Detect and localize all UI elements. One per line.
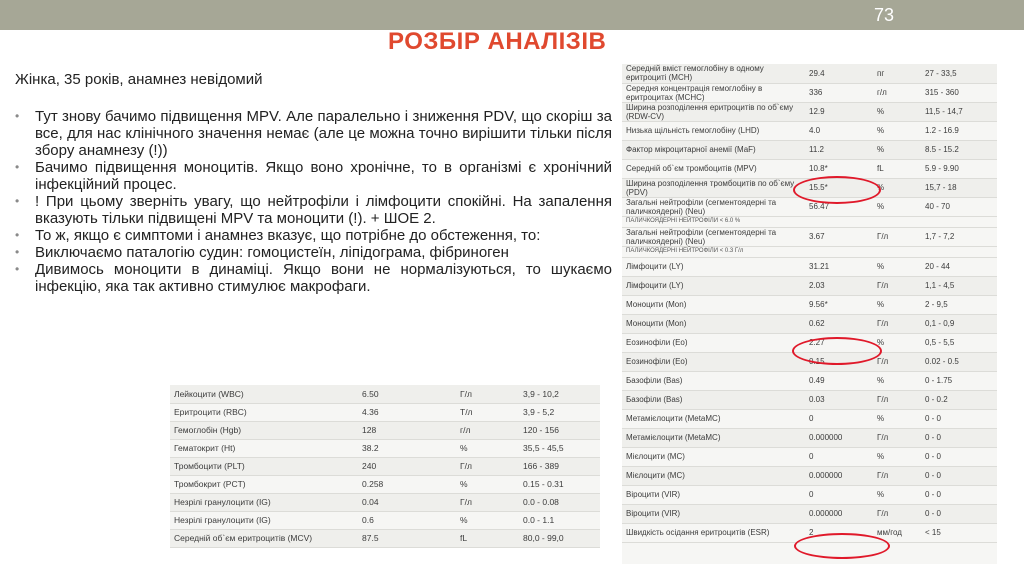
table-cell-val: 10.8* — [805, 159, 873, 178]
table-cell-val: 4.0 — [805, 121, 873, 140]
table-cell-val: 87.5 — [358, 529, 456, 547]
table-row — [170, 511, 600, 529]
lab-results-table-left — [170, 385, 600, 548]
table-cell-range: 3,9 - 5,2 — [519, 403, 600, 421]
table-cell-val: 15.5* — [805, 178, 873, 197]
table-cell-range: 0.15 - 0.31 — [519, 475, 600, 493]
table-cell-unit: % — [873, 295, 921, 314]
table-cell-name: Фактор мікроцитарної анемії (MaF) — [622, 140, 805, 159]
table-cell-unit: Г/л — [873, 390, 921, 409]
table-cell-range: < 15 — [921, 523, 997, 542]
table-cell-val: 0 — [805, 447, 873, 466]
table-cell-name: Лімфоцити (LY) — [622, 257, 805, 276]
table-cell-name: Метамієлоцити (MetaMC) — [622, 409, 805, 428]
table-cell-range: 0.0 - 0.08 — [519, 493, 600, 511]
table-cell-range: 27 - 33,5 — [921, 64, 997, 83]
table-cell-val: 0.03 — [805, 390, 873, 409]
table-row — [622, 276, 997, 295]
table-cell-val: 6.50 — [358, 385, 456, 403]
table-cell-range: 0 - 0 — [921, 466, 997, 485]
table-cell-unit: % — [873, 371, 921, 390]
table-cell-name: Моноцити (Mon) — [622, 314, 805, 333]
bullet-item: • Дивимось моноцити в динаміці. Якщо вони не нормалізуються, то шукаємо інфекцію, яка так активно стимулює макрофаги. — [15, 261, 612, 295]
table-cell-range: 0.0 - 1.1 — [519, 511, 600, 529]
table-row — [170, 493, 600, 511]
table-cell-unit: % — [873, 257, 921, 276]
table-cell-name: Ширина розподілення еритроцитів по об`єму (RDW-CV) — [622, 102, 805, 121]
table-cell-unit: % — [873, 447, 921, 466]
table-row — [622, 159, 997, 178]
table-cell-unit: Г/л — [873, 352, 921, 371]
table-cell-val: 11.2 — [805, 140, 873, 159]
table-row — [622, 314, 997, 333]
table-cell-range: 8.5 - 15.2 — [921, 140, 997, 159]
bullet-item: • ! При цьому зверніть увагу, що нейтрофіли і лімфоцити спокійні. На запалення вказують тільки підвищені MPV та моноцити (!). + ШОЕ 2. — [15, 193, 612, 227]
table-cell-range: 0 - 1.75 — [921, 371, 997, 390]
table-cell-name: Метамієлоцити (MetaMC) — [622, 428, 805, 447]
table-cell-val: 0.49 — [805, 371, 873, 390]
table-row — [622, 428, 997, 447]
table-cell-name: Середня концентрація гемоглобіну в еритроцитах (MCHC) — [622, 83, 805, 102]
table-cell-unit: % — [873, 197, 921, 216]
table-cell-unit: % — [873, 333, 921, 352]
table-cell-range: 5.9 - 9.90 — [921, 159, 997, 178]
table-cell-range: 15,7 - 18 — [921, 178, 997, 197]
table-row — [622, 227, 997, 246]
table-row — [170, 385, 600, 403]
table-cell-unit: Г/л — [456, 493, 519, 511]
table-cell-unit: fL — [456, 529, 519, 547]
table-cell-unit: Г/л — [873, 428, 921, 447]
table-cell-unit: % — [873, 121, 921, 140]
table-cell-val: 4.36 — [358, 403, 456, 421]
table-cell-val: 9.56* — [805, 295, 873, 314]
table-cell-range: 0 - 0 — [921, 428, 997, 447]
table-cell-range: 0,1 - 0,9 — [921, 314, 997, 333]
table-cell-name: Мієлоцити (MC) — [622, 447, 805, 466]
table-cell-unit: Г/л — [873, 276, 921, 295]
table-cell-name: Віроцити (VIR) — [622, 485, 805, 504]
table-cell-val: 0.15 — [805, 352, 873, 371]
table-cell-name: Швидкість осідання еритроцитів (ESR) — [622, 523, 805, 542]
table-cell-range: 3,9 - 10,2 — [519, 385, 600, 403]
table-cell-name: ПАЛИЧКОЯДЕРНІ НЕЙТРОФІЛИ < 6.0 % — [622, 216, 997, 227]
table-cell-range: 315 - 360 — [921, 83, 997, 102]
table-cell-name: Середній вміст гемоглобіну в одному еритроциті (MCH) — [622, 64, 805, 83]
table-cell-name: Незрілі гранулоцити (IG) — [170, 511, 358, 529]
table-cell-name: Незрілі гранулоцити (IG) — [170, 493, 358, 511]
table-cell-range: 166 - 389 — [519, 457, 600, 475]
table-cell-unit: % — [456, 439, 519, 457]
table-cell-val: 0 — [805, 409, 873, 428]
table-cell-name: Еозинофіли (Eo) — [622, 333, 805, 352]
table-cell-unit: пг — [873, 64, 921, 83]
table-cell-unit: % — [873, 102, 921, 121]
table-cell-val: 2.03 — [805, 276, 873, 295]
slide-number: 73 — [873, 5, 894, 25]
table-cell-name: Гематокрит (Ht) — [170, 439, 358, 457]
table-note-row — [622, 216, 997, 227]
table-row — [622, 371, 997, 390]
table-cell-name: Лімфоцити (LY) — [622, 276, 805, 295]
table-cell-range: 35,5 - 45,5 — [519, 439, 600, 457]
table-row — [622, 257, 997, 276]
table-cell-name: Базофіли (Bas) — [622, 390, 805, 409]
table-cell-val: 2 — [805, 523, 873, 542]
table-cell-range: 0 - 0 — [921, 409, 997, 428]
table-cell-range: 120 - 156 — [519, 421, 600, 439]
table-row — [622, 504, 997, 523]
bullet-item: • Бачимо підвищення моноцитів. Якщо воно хронічне, то в організмі є хронічний інфекційний процес. — [15, 159, 612, 193]
table-cell-val: 2.27 — [805, 333, 873, 352]
table-cell-unit: Г/л — [873, 504, 921, 523]
table-cell-unit: % — [456, 511, 519, 529]
table-row — [170, 439, 600, 457]
table-cell-unit: Г/л — [456, 385, 519, 403]
table-cell-unit: % — [873, 485, 921, 504]
table-cell-val: 0.258 — [358, 475, 456, 493]
table-cell-name: Еритроцити (RBC) — [170, 403, 358, 421]
top-bar — [0, 0, 1024, 30]
table-cell-name: Загальні нейтрофіли (сегментоядерні та паличкоядерні) (Neu) — [622, 227, 805, 246]
table-cell-range: 1,1 - 4,5 — [921, 276, 997, 295]
highlight-circle-esr — [794, 533, 890, 559]
table-cell-unit: % — [873, 409, 921, 428]
table-cell-name: Середній об`єм тромбоцитів (MPV) — [622, 159, 805, 178]
table-cell-unit: % — [873, 178, 921, 197]
table-cell-val: 0.000000 — [805, 466, 873, 485]
slide-subtitle: Жінка, 35 років, анамнез невідомий — [15, 71, 263, 88]
table-cell-name: Низька щільність гемоглобіну (LHD) — [622, 121, 805, 140]
table-cell-unit: Г/л — [873, 227, 921, 246]
table-cell-val: 0.000000 — [805, 504, 873, 523]
table-cell-range: 0 - 0.2 — [921, 390, 997, 409]
bullet-list — [15, 108, 612, 295]
table-cell-val: 3.67 — [805, 227, 873, 246]
table-cell-val: 0.000000 — [805, 428, 873, 447]
table-cell-val: 56.47 — [805, 197, 873, 216]
table-cell-unit: Г/л — [873, 314, 921, 333]
table-cell-name: Еозинофіли (Eo) — [622, 352, 805, 371]
table-cell-name: Базофіли (Bas) — [622, 371, 805, 390]
table-cell-range: 0.02 - 0.5 — [921, 352, 997, 371]
table-cell-name: Гемоглобін (Hgb) — [170, 421, 358, 439]
table-note-row — [622, 246, 997, 257]
table-cell-name: Мієлоцити (MC) — [622, 466, 805, 485]
table-cell-unit: fL — [873, 159, 921, 178]
table-cell-unit: % — [456, 475, 519, 493]
table-row — [170, 457, 600, 475]
lab-results-table-right — [622, 64, 997, 564]
table-cell-range: 0 - 0 — [921, 447, 997, 466]
table-cell-val: 336 — [805, 83, 873, 102]
table-cell-val: 0.04 — [358, 493, 456, 511]
table-cell-unit: Т/л — [456, 403, 519, 421]
table-cell-range: 1.2 - 16.9 — [921, 121, 997, 140]
table-row — [622, 466, 997, 485]
table-row — [622, 390, 997, 409]
table-row — [622, 485, 997, 504]
table-cell-name: Загальні нейтрофіли (сегментоядерні та паличкоядерні) (Neu) — [622, 197, 805, 216]
table-cell-name: Віроцити (VIR) — [622, 504, 805, 523]
table-cell-val: 0.6 — [358, 511, 456, 529]
highlight-circle-monocytes — [792, 337, 882, 365]
table-cell-range: 40 - 70 — [921, 197, 997, 216]
table-row — [622, 447, 997, 466]
table-row — [170, 403, 600, 421]
table-row — [622, 295, 997, 314]
table-row — [622, 102, 997, 121]
table-cell-val: 31.21 — [805, 257, 873, 276]
table-cell-unit: г/л — [873, 83, 921, 102]
highlight-circle-mpv — [793, 176, 881, 204]
table-cell-val: 0 — [805, 485, 873, 504]
table-cell-name: Тромбоцити (PLT) — [170, 457, 358, 475]
bullet-item: • Виключаємо паталогію судин: гомоцистеїн, ліпідограма, фібриноген — [15, 244, 612, 261]
table-row — [622, 64, 997, 83]
table-cell-range: 0 - 0 — [921, 504, 997, 523]
table-cell-name: Середній об`єм еритроцитів (MCV) — [170, 529, 358, 547]
table-cell-val: 128 — [358, 421, 456, 439]
table-cell-val: 38.2 — [358, 439, 456, 457]
table-row — [622, 140, 997, 159]
bullet-item: • То ж, якщо є симптоми і анамнез вказує, що потрібне до обстеження, то: — [15, 227, 612, 244]
table-row — [170, 421, 600, 439]
table-cell-name: Ширина розподілення тромбоцитів по об`єму (PDV) — [622, 178, 805, 197]
table-cell-val: 29.4 — [805, 64, 873, 83]
table-row — [622, 121, 997, 140]
table-cell-val: 0.62 — [805, 314, 873, 333]
table-cell-val: 240 — [358, 457, 456, 475]
table-cell-range: 0 - 0 — [921, 485, 997, 504]
bullet-item: • Тут знову бачимо підвищення MPV. Але паралельно і зниження PDV, що скоріш за все, для нас клінічного значення немає (але це можна точно вирішити тільки після збору анамнезу (!)) — [15, 108, 612, 159]
table-row — [622, 83, 997, 102]
table-cell-range: 11,5 - 14,7 — [921, 102, 997, 121]
table-cell-name: Моноцити (Mon) — [622, 295, 805, 314]
table-row — [170, 475, 600, 493]
table-row — [622, 409, 997, 428]
table-cell-name: Тромбокрит (PCT) — [170, 475, 358, 493]
table-cell-range: 20 - 44 — [921, 257, 997, 276]
slide-title: РОЗБІР АНАЛІЗІВ — [388, 28, 607, 55]
table-cell-unit: г/л — [456, 421, 519, 439]
table-cell-unit: % — [873, 140, 921, 159]
table-cell-range: 2 - 9,5 — [921, 295, 997, 314]
table-cell-unit: Г/л — [456, 457, 519, 475]
table-cell-range: 80,0 - 99,0 — [519, 529, 600, 547]
table-cell-range: 0,5 - 5,5 — [921, 333, 997, 352]
table-cell-range: 1,7 - 7,2 — [921, 227, 997, 246]
table-cell-name: Лейкоцити (WBC) — [170, 385, 358, 403]
table-cell-name: ПАЛИЧКОЯДЕРНІ НЕЙТРОФІЛИ < 0.3 Г/л — [622, 246, 997, 257]
table-cell-unit: мм/год — [873, 523, 921, 542]
table-row — [170, 529, 600, 547]
table-cell-val: 12.9 — [805, 102, 873, 121]
table-cell-unit: Г/л — [873, 466, 921, 485]
